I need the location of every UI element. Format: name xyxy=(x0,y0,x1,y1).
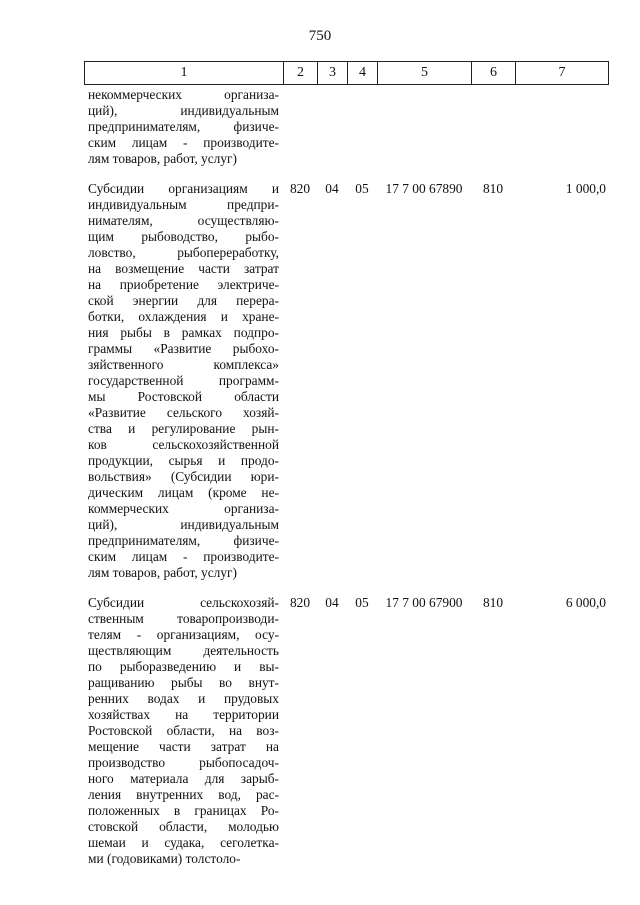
description-line: телям - организациям, осу- xyxy=(88,627,279,642)
description-line: щим рыбоводство, рыбо- xyxy=(88,229,279,244)
amount-value xyxy=(515,85,609,167)
description-line: хозяйствах на территории xyxy=(88,707,279,722)
expense-type-code: 810 xyxy=(482,181,504,196)
description-line: государственной программ- xyxy=(88,373,279,388)
header-col-2: 2 xyxy=(283,62,317,84)
table-header-row xyxy=(84,61,609,85)
description-line: Субсидии сельскохозяй- xyxy=(88,595,279,610)
target-article-code: 17 7 00 67900 xyxy=(385,595,463,610)
ministry-code: 820 xyxy=(289,595,311,610)
description-line: дическим лицам (кроме не- xyxy=(88,485,279,500)
description-line: «Развитие сельского хозяй- xyxy=(88,405,279,420)
description-line: ков сельскохозяйственной xyxy=(88,437,279,452)
description-line: предпринимателям, физиче- xyxy=(88,119,279,134)
description-line: по рыборазведению и вы- xyxy=(88,659,279,674)
description-line: ским лицам - производите- xyxy=(88,549,279,564)
description-line: лям товаров, работ, услуг) xyxy=(88,565,238,580)
description-line: лям товаров, работ, услуг) xyxy=(88,151,238,166)
description-line: индивидуальным предпри- xyxy=(88,197,279,212)
description-line: некоммерческих организа- xyxy=(88,87,279,102)
description-line: коммерческих организа- xyxy=(88,501,279,516)
description-line: ми (годовиками) толстоло- xyxy=(88,851,241,866)
description-line: ства и регулирование рын- xyxy=(88,421,279,436)
description-line: ственным товаропроизводи- xyxy=(88,611,279,626)
subsection-code: 05 xyxy=(355,595,369,610)
row-spacer xyxy=(84,581,609,593)
description-line: нимателям, осуществляю- xyxy=(88,213,279,228)
description-line: производство рыбопосадоч- xyxy=(88,755,279,770)
description-line: на возмещение части затрат xyxy=(88,261,279,276)
description-line: ренних водах и прудовых xyxy=(88,691,279,706)
ministry-code xyxy=(283,85,317,167)
description-line: стовской области, молодью xyxy=(88,819,279,834)
table-body xyxy=(84,85,609,867)
description-line: ловство, рыбопереработку, xyxy=(88,245,279,260)
header-col-1: 1 xyxy=(84,62,283,84)
row-spacer xyxy=(84,167,609,179)
description-line: ществляющим деятельность xyxy=(88,643,279,658)
description-line: ного материала для зарыб- xyxy=(88,771,279,786)
description-line: ской энергии для перера- xyxy=(88,293,279,308)
description-line: ния рыбы в рамках подпро- xyxy=(88,325,279,340)
row-description xyxy=(84,593,283,867)
description-line: ций), индивидуальным xyxy=(88,103,279,118)
section-code: 04 xyxy=(325,181,339,196)
page-number: 750 xyxy=(308,28,332,44)
description-line: на приобретение электриче- xyxy=(88,277,279,292)
budget-table xyxy=(84,61,609,867)
table-row xyxy=(84,179,609,581)
subsection-code xyxy=(347,85,377,167)
description-line: Субсидии организациям и xyxy=(88,181,279,196)
description-line: Ростовской области, на воз- xyxy=(88,723,279,738)
header-col-4: 4 xyxy=(347,62,377,84)
description-line: мещение части затрат на xyxy=(88,739,279,754)
expense-type-code xyxy=(471,85,515,167)
target-article-code xyxy=(377,85,471,167)
ministry-code: 820 xyxy=(289,181,311,196)
header-col-5: 5 xyxy=(377,62,471,84)
row-description xyxy=(84,85,283,167)
table-row xyxy=(84,593,609,867)
section-code: 04 xyxy=(325,595,339,610)
description-line: ботки, охлаждения и хране- xyxy=(88,309,279,324)
description-line: предпринимателям, физиче- xyxy=(88,533,279,548)
description-line: зяйственного комплекса» xyxy=(88,357,279,372)
description-line: ления внутренних вод, рас- xyxy=(88,787,279,802)
section-code xyxy=(317,85,347,167)
description-line: ским лицам - производите- xyxy=(88,135,279,150)
description-line: ций), индивидуальным xyxy=(88,517,279,532)
description-line: ращиванию рыбы во внут- xyxy=(88,675,279,690)
target-article-code: 17 7 00 67890 xyxy=(385,181,463,196)
expense-type-code: 810 xyxy=(482,595,504,610)
description-line: продукции, сырья и продо- xyxy=(88,453,279,468)
header-col-7: 7 xyxy=(515,62,609,84)
table-row xyxy=(84,85,609,167)
header-col-6: 6 xyxy=(471,62,515,84)
description-line: мы Ростовской области xyxy=(88,389,279,404)
description-line: граммы «Развитие рыбохо- xyxy=(88,341,279,356)
description-line: шемаи и судака, сеголетка- xyxy=(88,835,279,850)
row-description xyxy=(84,179,283,581)
subsection-code: 05 xyxy=(355,181,369,196)
amount-value: 6 000,0 xyxy=(565,595,606,610)
header-col-3: 3 xyxy=(317,62,347,84)
amount-value: 1 000,0 xyxy=(565,181,606,196)
description-line: вольствия» (Субсидии юри- xyxy=(88,469,279,484)
description-line: положенных в границах Ро- xyxy=(88,803,279,818)
